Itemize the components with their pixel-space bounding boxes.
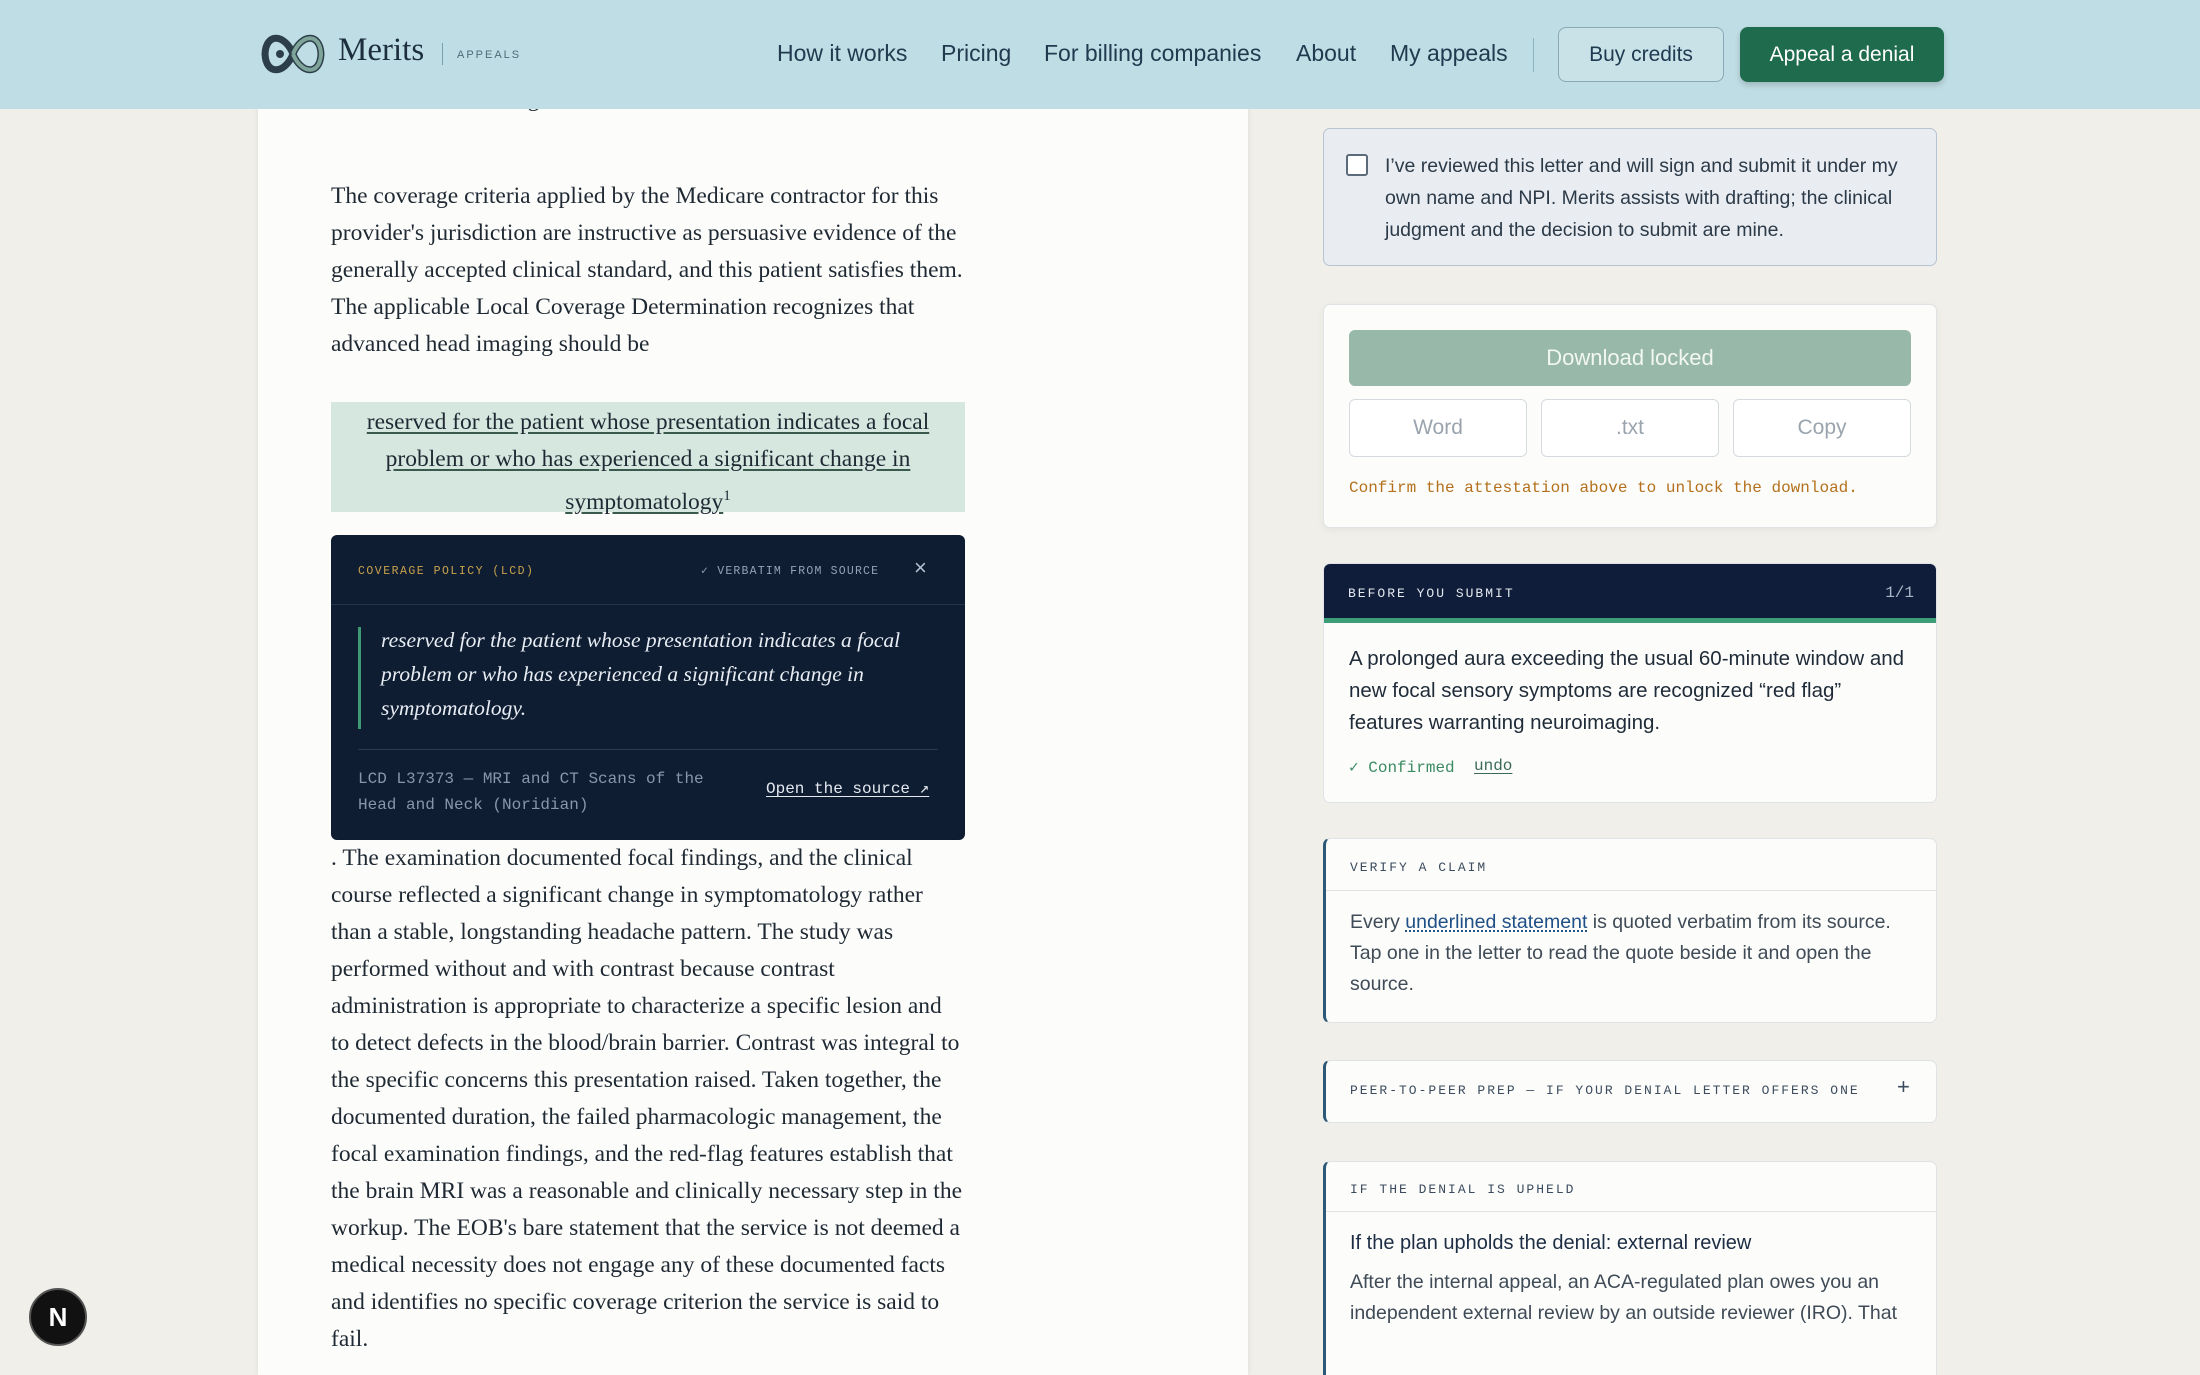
before-submit-text: A prolonged aura exceeding the usual 60-minute window and new focal sensory symptoms are recognized “red flag” features warranting neuroimaging. bbox=[1349, 647, 1905, 734]
popover-quote: reserved for the patient whose presentation indicates a focal problem or who has experienced a significant change in symptomatology. bbox=[381, 628, 901, 720]
appeal-denial-button[interactable]: Appeal a denial bbox=[1740, 27, 1944, 82]
popover-label: COVERAGE POLICY (LCD) bbox=[358, 565, 535, 578]
buy-credits-button[interactable]: Buy credits bbox=[1558, 27, 1724, 82]
letter-paragraph: . The examination documented focal findings, and the clinical course reflected a significant change in symptomatology rather than a stable, longstanding headache pattern. The study was performed without and with contrast because contrast administration is appropriate to characterize a specific lesion and to detect defects in the blood/brain barrier. Contrast was integral to the specific concerns this presentation raised. Taken together, the documented duration, the failed pharmacologic management, the focal examination findings, and the red-flag features establish that the brain MRI was a reasonable and clinically necessary step in the workup. The EOB's bare statement that the service is not deemed a medical necessity does not engage any of these documented facts and identifies no specific coverage criterion the service is said to fail. bbox=[331, 845, 963, 1352]
section-divider bbox=[1326, 1211, 1937, 1212]
confirmed-status: ✓ Confirmed bbox=[1349, 759, 1455, 777]
source-citation: LCD L37373 — MRI and CT Scans of the Head and Neck (Noridian) bbox=[358, 770, 704, 814]
download-locked-button[interactable]: Download locked bbox=[1349, 330, 1911, 386]
nav-link-pricing[interactable]: Pricing bbox=[941, 40, 1012, 66]
section-divider bbox=[1326, 890, 1937, 891]
open-source-link[interactable]: Open the source ↗ bbox=[766, 780, 930, 798]
popover-divider bbox=[358, 749, 938, 750]
footnote-marker[interactable]: 1 bbox=[723, 488, 731, 504]
before-submit-count: 1/1 bbox=[1885, 584, 1914, 602]
brand-name[interactable]: Merits bbox=[338, 32, 425, 68]
undo-link[interactable]: undo bbox=[1474, 757, 1513, 775]
peer-to-peer-card[interactable] bbox=[1323, 1060, 1937, 1123]
before-submit-label: BEFORE YOU SUBMIT bbox=[1348, 586, 1515, 601]
brand-subtitle: APPEALS bbox=[457, 49, 522, 61]
verify-text bbox=[1350, 907, 1920, 1000]
before-submit-card bbox=[1323, 563, 1937, 803]
nav-divider bbox=[1533, 38, 1534, 72]
denial-upheld-card bbox=[1323, 1161, 1937, 1375]
top-navbar bbox=[0, 0, 2200, 109]
download-word-button[interactable]: Word bbox=[1349, 399, 1527, 457]
nav-link-billing-companies[interactable]: For billing companies bbox=[1044, 40, 1262, 66]
attestation-text[interactable]: I’ve reviewed this letter and will sign and submit it under my own name and NPI. Merits assists with drafting; the clinical judgment and the decision to submit are mine. bbox=[1385, 155, 1898, 241]
verify-text-pre: Every bbox=[1350, 911, 1406, 933]
download-txt-button[interactable]: .txt bbox=[1541, 399, 1719, 457]
brand-divider bbox=[442, 43, 443, 65]
close-icon[interactable]: × bbox=[914, 555, 927, 580]
nav-link-my-appeals[interactable]: My appeals bbox=[1390, 40, 1508, 66]
cited-quote-highlight[interactable] bbox=[331, 402, 965, 515]
attestation-box[interactable] bbox=[1323, 128, 1937, 266]
underlined-statement-link[interactable]: underlined statement bbox=[1405, 911, 1588, 933]
before-submit-header bbox=[1324, 564, 1937, 622]
plus-icon[interactable]: + bbox=[1897, 1074, 1910, 1099]
verify-text-post: is quoted verbatim from its source. Tap one in the letter to read the quote beside it and open the source. bbox=[1350, 911, 1891, 995]
verify-label: VERIFY A CLAIM bbox=[1350, 860, 1488, 875]
attestation-checkbox[interactable] bbox=[1346, 154, 1368, 176]
source-quote-popover bbox=[331, 535, 965, 840]
verify-claim-card bbox=[1323, 838, 1937, 1023]
upheld-title: If the plan upholds the denial: external review bbox=[1350, 1232, 1752, 1254]
upheld-text: After the internal appeal, an ACA-regulated plan owes you an independent external review by an outside reviewer (IRO). That bbox=[1350, 1271, 1898, 1324]
quote-accent-bar bbox=[358, 627, 361, 729]
verbatim-badge: ✓ VERBATIM FROM SOURCE bbox=[701, 565, 880, 578]
before-submit-progress bbox=[1324, 618, 1937, 623]
download-card bbox=[1323, 304, 1937, 528]
peer-to-peer-label[interactable]: PEER-TO-PEER PREP — IF YOUR DENIAL LETTER OFFERS ONE bbox=[1350, 1083, 1860, 1098]
download-lock-note: Confirm the attestation above to unlock the download. bbox=[1349, 479, 1858, 497]
merits-logo-icon[interactable] bbox=[260, 26, 326, 82]
copy-button[interactable]: Copy bbox=[1733, 399, 1911, 457]
letter-paragraph: The coverage criteria applied by the Medicare contractor for this provider's jurisdiction are instructive as persuasive evidence of the generally accepted clinical standard, and this patient satisfies them. The applicable Local Coverage Determination recognizes that advanced head imaging should be bbox=[331, 183, 963, 357]
nav-link-how-it-works[interactable]: How it works bbox=[777, 40, 908, 66]
popover-divider bbox=[331, 604, 965, 605]
upheld-label: IF THE DENIAL IS UPHELD bbox=[1350, 1182, 1576, 1197]
cited-quote-text[interactable]: reserved for the patient whose presentation indicates a focal problem or who has experienced a significant change in symptomatology bbox=[366, 409, 930, 515]
framework-badge[interactable]: N bbox=[29, 1288, 87, 1346]
nav-link-about[interactable]: About bbox=[1296, 40, 1357, 66]
